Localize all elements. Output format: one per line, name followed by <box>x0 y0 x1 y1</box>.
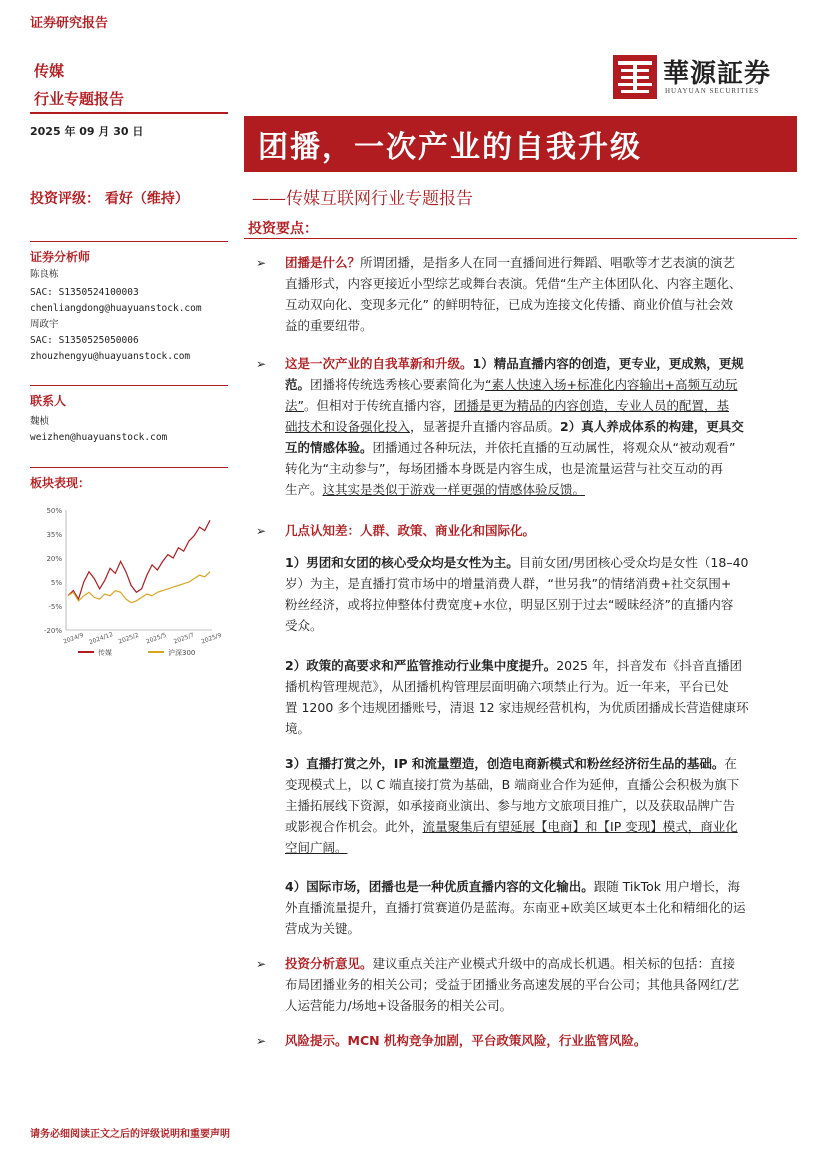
sub-point-female-audience: 1）男团和女团的核心受众均是女性为主。目前女团/男团核心受众均是女性（18–40 岁）为主，是直播打赏市场中的增量消费人群，“世另我”的情绪消费+社交氛围+ 粉丝经济，或将拉伸整体付费宽度+水位，明显区别于过去“暧昧经济”的直播内容 受众。 <box>285 555 749 633</box>
contact-name: 魏桢 <box>30 416 50 427</box>
x-tick-label: 2025/5 <box>145 631 168 646</box>
logo-text: 華源証券 <box>663 59 772 89</box>
report-type-label: 行业专题报告 <box>34 90 125 108</box>
bullet-icon: ➢ <box>256 1034 267 1048</box>
report-date: 2025 年 09 月 30 日 <box>30 125 144 138</box>
y-tick-label: 5% <box>50 579 62 587</box>
series-line <box>68 520 210 599</box>
analyst-email[interactable]: chenliangdong@huayuanstock.com <box>30 303 202 314</box>
company-logo <box>613 55 793 100</box>
sub-point-policy: 2）政策的高要求和严监管推动行业集中度提升。2025 年，抖音发布《抖音直播团 播机构管理规范》，从团播机构管理层面明确六项禁止行为。近一年来，平台已处 置 1200 多个违规团播账号，清退 12 家违规经营机构，为优质团播成长营造健康环 境。 <box>285 658 749 736</box>
analyst-name: 陈良栋 <box>30 269 59 280</box>
analyst-email[interactable]: zhouzhengyu@huayuanstock.com <box>30 351 191 362</box>
sector-performance-chart <box>30 500 228 665</box>
y-tick-label: 50% <box>46 507 62 515</box>
logo-mark-icon <box>613 55 657 99</box>
performance-divider <box>30 467 228 468</box>
point-industry-upgrade: 这是一次产业的自我革新和升级。1）精品直播内容的创造，更专业，更成熟，更规 范。团播将传统选秀核心要素简化为“素人快速入场+标准化内容输出+高频互动玩 法”。但相对于传统直播内容，团播是更为精品的内容创造，专业人员的配置，基 础技术和设备强化投入，显著提升直播内容品质。2）真人养成体系的构建，更具交 互的情感体验。团播通过各种玩法，并依托直播的互动属性，将观众从“被动观看” 转化为“主动参与”，每场团播本身既是内容生成，也是流量运营与社交互动的再 生产。这其实是类似于游戏一样更强的情感体验反馈。 <box>285 356 744 497</box>
contact-email[interactable]: weizhen@huayuanstock.com <box>30 432 168 443</box>
x-tick-label: 2024/12 <box>88 631 115 647</box>
legend-label: 沪深300 <box>168 649 196 657</box>
header-divider <box>30 112 228 114</box>
analyst-sac: SAC: S1350524100003 <box>30 287 139 298</box>
bullet-icon: ➢ <box>256 524 267 538</box>
contact-divider <box>30 385 228 386</box>
point-lead: 团播是什么？ <box>285 255 361 270</box>
bullet-icon: ➢ <box>256 357 267 371</box>
x-tick-label: 2024/9 <box>62 631 85 646</box>
x-tick-label: 2025/9 <box>200 631 223 646</box>
logo-english-text: HUAYUAN SECURITIES <box>665 87 760 95</box>
point-what-is-group-live: 团播是什么？所谓团播，是指多人在同一直播间进行舞蹈、唱歌等才艺表演的演艺 直播形式，内容更接近小型综艺或舞台表演。凭借“生产主体团队化、内容主题化、 互动双向化、变现多元化” 的鲜明特征，已成为连接文化传播、商业价值与社会效 益的重要纽带。 <box>285 255 742 333</box>
x-tick-label: 2025/7 <box>172 631 196 646</box>
point-cognition-gaps: 几点认知差：人群、政策、商业化和国际化。 <box>285 523 536 538</box>
y-tick-label: 35% <box>46 531 62 539</box>
sub-point-international: 4）国际市场，团播也是一种优质直播内容的文化输出。跟随 TikTok 用户增长，海 外直播流量提升，直播打赏赛道仍是蓝海。东南亚+欧美区域更本土化和精细化的运 营成为关键。 <box>285 879 746 936</box>
sub-point-ip-traffic: 3）直播打赏之外，IP 和流量塑造，创造电商新模式和粉丝经济衍生品的基础。在 变现模式上，以 C 端直接打赏为基础，B 端商业合作为延伸，直播公会积极为旗下 主播拓展线下资源，如承接商业演出、参与地方文旅项目推广，以及获取品牌广告 或影视合作机会。此外，流量聚集后有望延展【电商】和【IP 变现】模式，商业化 空间广阔。 <box>285 756 740 855</box>
legend-label: 传媒 <box>98 649 112 657</box>
report-title: 团播，一次产业的自我升级 <box>258 130 642 165</box>
analyst-sac: SAC: S1350525050006 <box>30 335 139 346</box>
x-tick-label: 2025/2 <box>117 631 140 646</box>
performance-heading: 板块表现： <box>30 476 91 490</box>
key-points-title: 投资要点： <box>248 221 318 237</box>
sector-label: 传媒 <box>34 62 65 80</box>
point-risk-warning: 风险提示。MCN 机构竞争加剧，平台政策风险，行业监管风险。 <box>285 1033 647 1048</box>
contact-heading: 联系人 <box>30 394 67 408</box>
title-banner <box>244 116 797 172</box>
investment-rating: 投资评级： 看好（维持） <box>30 191 189 207</box>
report-category: 证券研究报告 <box>30 16 109 31</box>
point-investment-advice: 投资分析意见。建议重点关注产业模式升级中的高成长机遇。相关标的包括：直接 布局团播业务的相关公司；受益于团播业务高速发展的平台公司；其他具备网红/艺 人运营能力/场地+设备服务的相关公司。 <box>285 956 740 1013</box>
bullet-icon: ➢ <box>256 256 267 270</box>
analysts-heading: 证券分析师 <box>30 250 91 264</box>
y-tick-label: -5% <box>48 603 62 611</box>
analyst-name: 周政宇 <box>30 319 59 330</box>
y-tick-label: -20% <box>43 627 62 635</box>
analysts-divider <box>30 241 228 242</box>
y-tick-label: 20% <box>46 555 62 563</box>
series-line <box>68 572 210 603</box>
key-points-divider <box>244 238 797 239</box>
bullet-icon: ➢ <box>256 957 267 971</box>
report-subtitle: ——传媒互联网行业专题报告 <box>252 189 473 209</box>
disclaimer-footer: 请务必细阅读正文之后的评级说明和重要声明 <box>30 1129 230 1140</box>
